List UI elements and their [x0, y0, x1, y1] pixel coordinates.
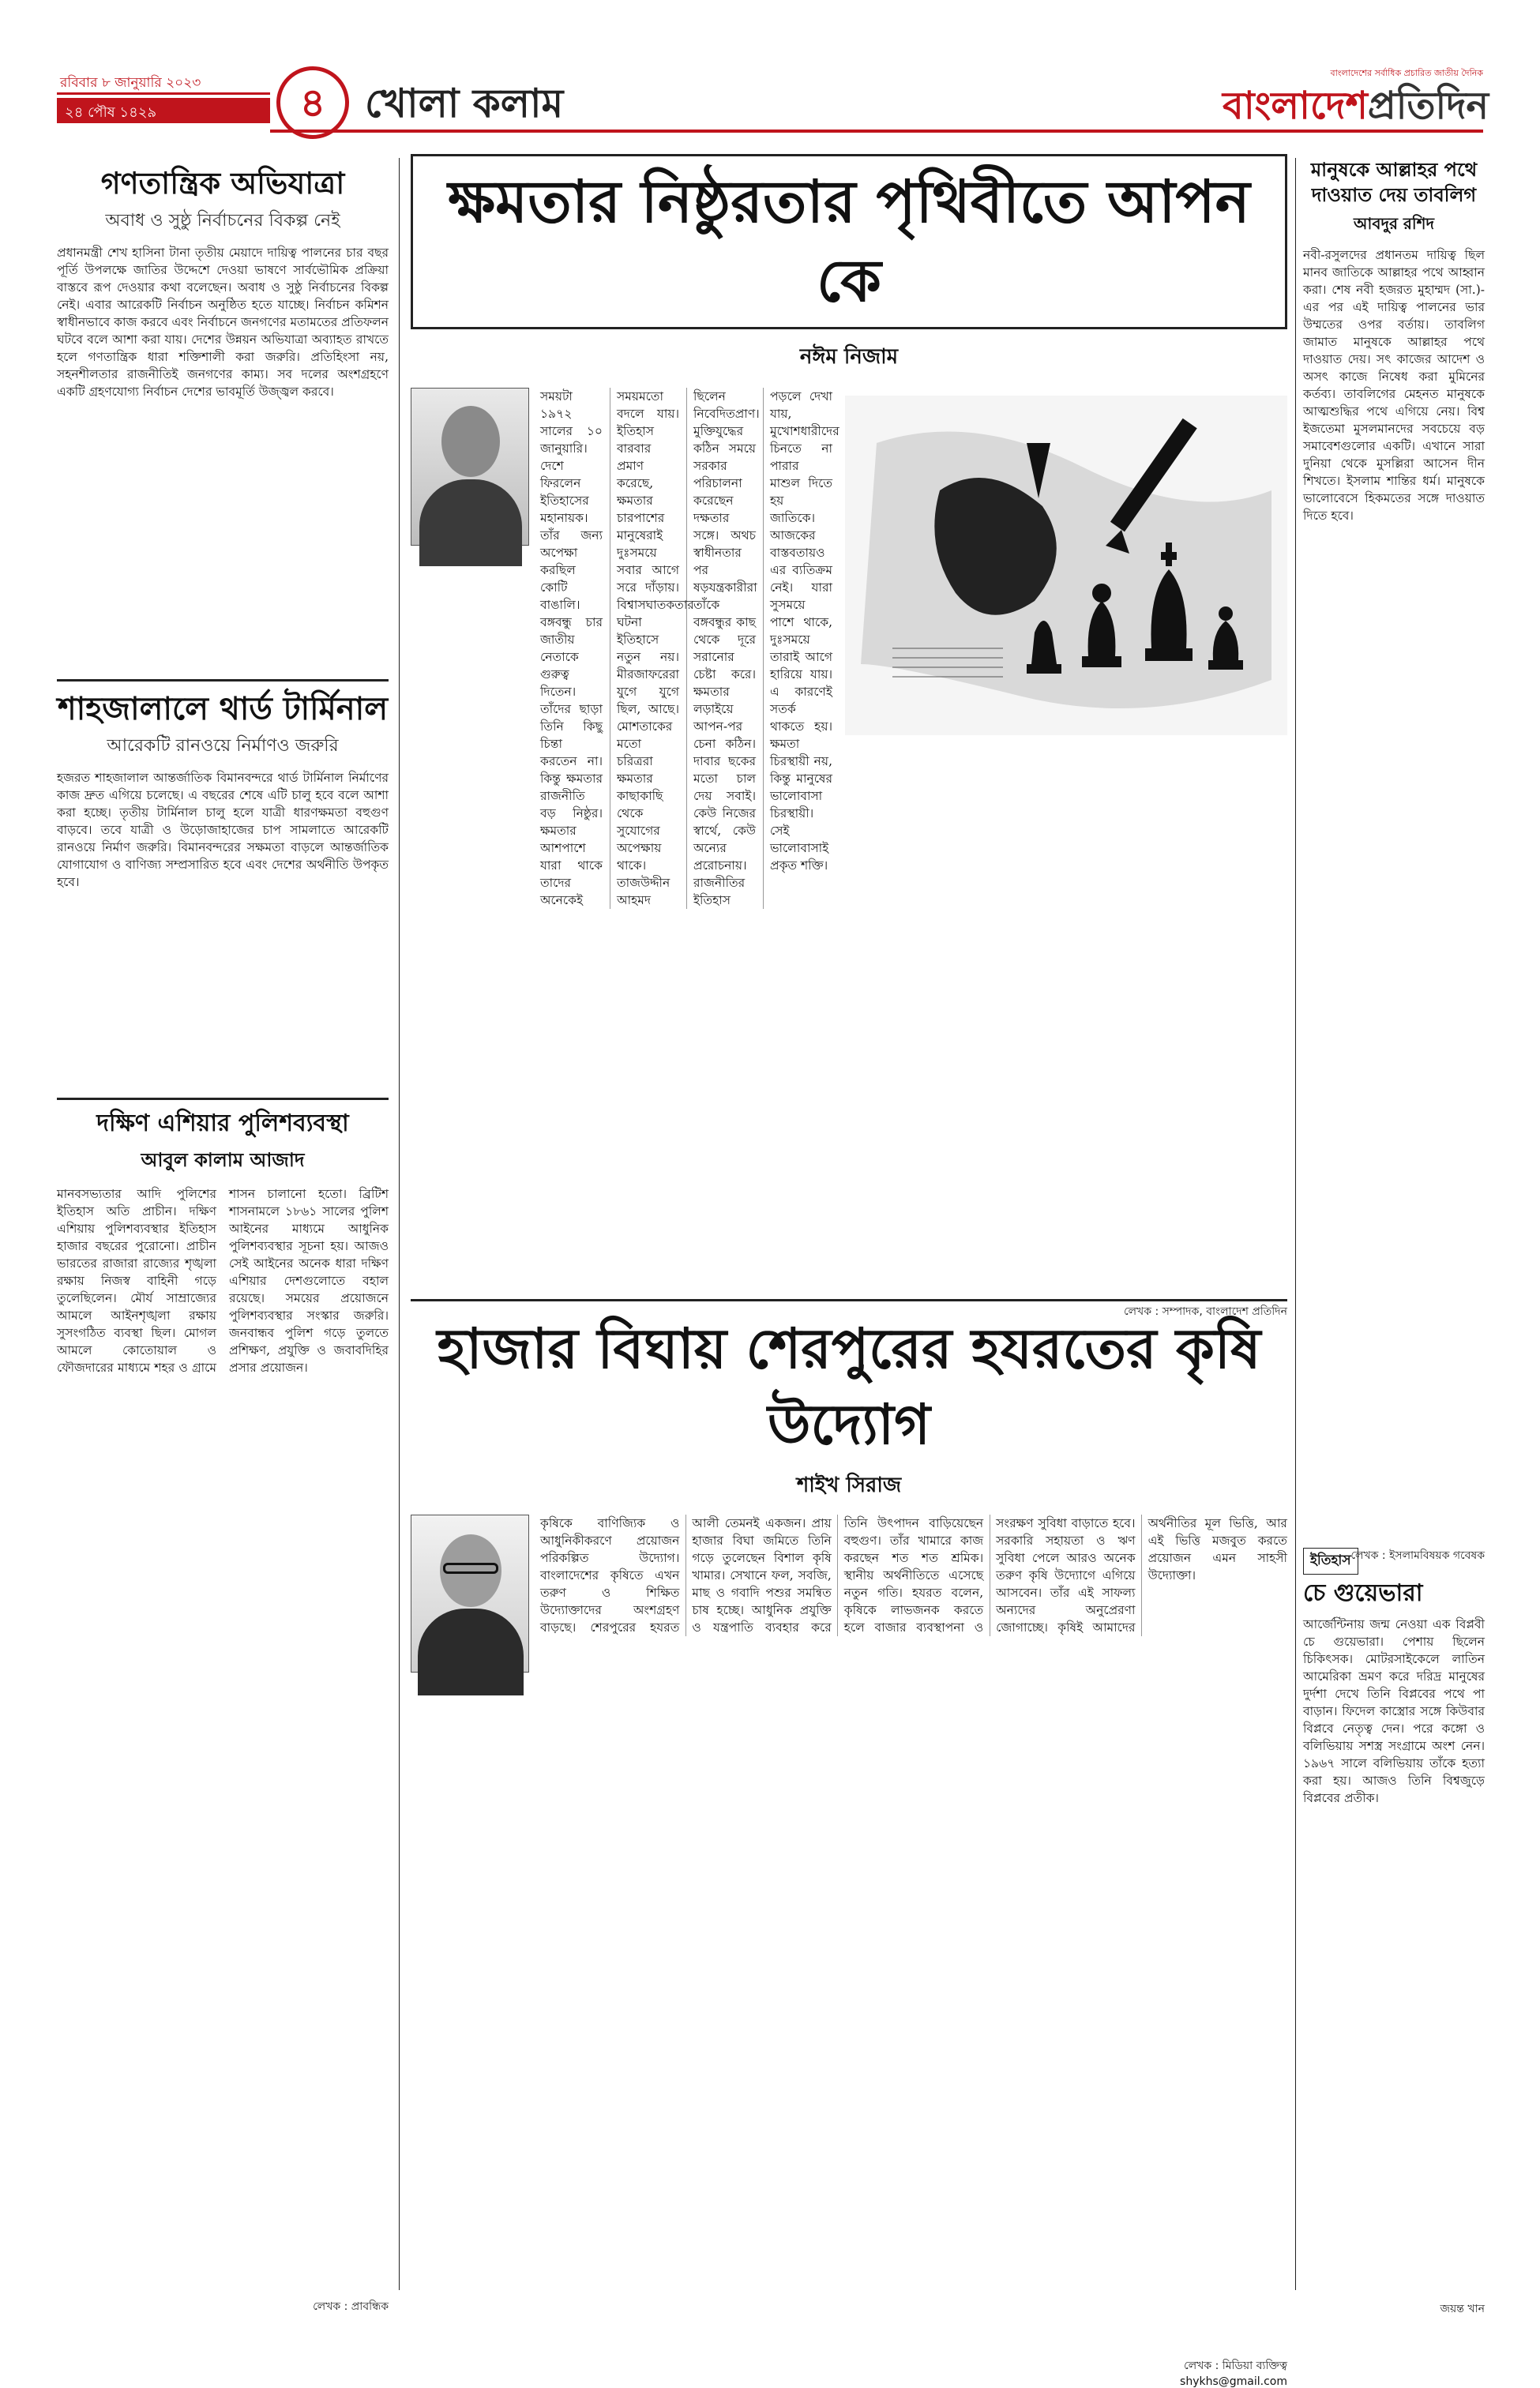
agro-article	[411, 1311, 1287, 2388]
police-footer: লেখক : প্রাবন্ধিক	[313, 2300, 389, 2313]
agro-footer: লেখক : মিডিয়া ব্যক্তিত্ব	[1184, 2360, 1287, 2372]
terminal-body: হজরত শাহজালাল আন্তর্জাতিক বিমানবন্দরে থার্ড টার্মিনাল নির্মাণের কাজ দ্রুত এগিয়ে চলেছে। এ বছরের শেষে এটি চালু হবে বলে আশা করা হচ্ছে। তৃতীয় টার্মিনাল চালু হলে যাত্রী ধারণক্ষমতা বহুগুণ বাড়বে। তবে যাত্রী ও উড়োজাহাজের চাপ সামলাতে আরেকটি রানওয়ে নির্মাণ জরুরি। বিমানবন্দরের সক্ষমতা বাড়লে আন্তর্জাতিক যোগাযোগ ও বাণিজ্য সম্প্রসারিত হবে এবং দেশের অর্থনীতি উপকৃত হবে।	[57, 771, 389, 889]
columnist-photo-glasses	[443, 1563, 498, 1574]
author-photo-body	[419, 479, 522, 566]
page-number: ৪	[276, 66, 349, 139]
agro-byline: শাইখ সিরাজ	[796, 1474, 902, 1497]
editorial-headline: গণতান্ত্রিক অভিযাত্রা	[100, 166, 345, 201]
police-headline: দক্ষিণ এশিয়ার পুলিশব্যবস্থা	[57, 1098, 389, 1140]
author-photo	[411, 388, 529, 546]
dawah-headline: মানুষকে আল্লাহর পথে দাওয়াত দেয় তাবলিগ	[1310, 159, 1478, 206]
agro-body: কৃষিকে বাণিজ্যিক ও আধুনিকীকরণে প্রয়োজন পরিকল্পিত উদ্যোগ। বাংলাদেশের কৃষিতে এখন তরুণ ও শিক্ষিত উদ্যোক্তাদের অংশগ্রহণ বাড়ছে। শেরপুরের হযরত আলী তেমনই একজন। প্রায় হাজার বিঘা জমিতে তিনি গড়ে তুলেছেন বিশাল কৃষি খামার। সেখানে ফল, সবজি, মাছ ও গবাদি পশুর সমন্বিত চাষ হচ্ছে। আধুনিক প্রযুক্তি ও যন্ত্রপাতি ব্যবহার করে তিনি উৎপাদন বাড়িয়েছেন বহুগুণ। তাঁর খামারে কাজ করছেন শত শত শ্রমিক। স্থানীয় অর্থনীতিতে এসেছে নতুন গতি। হযরত বলেন, কৃষিকে লাভজনক করতে হলে বাজার ব্যবস্থাপনা ও সংরক্ষণ সুবিধা বাড়াতে হবে। সরকারি সহায়তা ও ঋণ সুবিধা পেলে আরও অনেক তরুণ কৃষি উদ্যোগে এগিয়ে আসবেন। তাঁর এই সাফল্য অন্যদের অনুপ্রেরণা জোগাচ্ছে। কৃষিই আমাদের অর্থনীতির মূল ভিত্তি, আর এই ভিত্তি মজবুত করতে প্রয়োজন এমন সাহসী উদ্যোক্তা।	[540, 1516, 1287, 1635]
feature-article	[411, 154, 1287, 1318]
terminal-subhead: আরেকটি রানওয়ে নির্মাণও জরুরি	[107, 736, 339, 756]
column-rule-left	[399, 158, 400, 2290]
editorial-terminal	[57, 679, 389, 1085]
feature-byline: নঈম নিজাম	[799, 345, 899, 369]
agro-headline: হাজার বিঘায় শেরপুরের হযরতের কৃষি উদ্যোগ	[437, 1316, 1261, 1457]
logo-part1: বাংলাদেশ	[1223, 84, 1368, 128]
history-headline: চে গুয়েভারা	[1303, 1579, 1423, 1607]
police-byline: আবুল কালাম আজাদ	[141, 1149, 305, 1171]
feature-footer: লেখক : সম্পাদক, বাংলাদেশ প্রতিদিন	[1123, 1305, 1287, 1318]
history-footer: জয়ন্ত খান	[1440, 2303, 1485, 2315]
bangla-date: ২৪ পৌষ ১৪২৯	[57, 98, 270, 123]
logo-part2: প্রতিদিন	[1367, 84, 1489, 128]
columnist-photo-body	[418, 1609, 524, 1695]
section-divider	[411, 1299, 1287, 1301]
police-body: মানবসভ্যতার আদি পুলিশের ইতিহাস অতি প্রাচীন। দক্ষিণ এশিয়ায় পুলিশব্যবস্থার ইতিহাস হাজার বছরের পুরোনো। প্রাচীন ভারতের রাজারা রাজ্যের শৃঙ্খলা রক্ষায় নিজস্ব বাহিনী গড়ে তুলেছিলেন। মৌর্য সাম্রাজ্যের আমলে আইনশৃঙ্খলা রক্ষায় সুসংগঠিত ব্যবস্থা ছিল। মোগল আমলে কোতোয়াল ও ফৌজদারের মাধ্যমে শহর ও গ্রামে শাসন চালানো হতো। ব্রিটিশ শাসনামলে ১৮৬১ সালের পুলিশ আইনের মাধ্যমে আধুনিক পুলিশব্যবস্থার সূচনা হয়। আজও সেই আইনের অনেক ধারা দক্ষিণ এশিয়ার দেশগুলোতে বহাল রয়েছে। সময়ের প্রয়োজনে পুলিশব্যবস্থার সংস্কার জরুরি। জনবান্ধব পুলিশ গড়ে তুলতে প্রশিক্ষণ, প্রযুক্তি ও জবাবদিহির প্রসার প্রয়োজন।	[57, 1187, 389, 1375]
history-kicker: ইতিহাস	[1303, 1548, 1358, 1575]
author-photo-head	[441, 406, 500, 477]
article-history	[1303, 1548, 1485, 2319]
article-dawah	[1303, 154, 1485, 1565]
author-email: shykhs@gmail.com	[1180, 2375, 1287, 2388]
column-rule-right	[1295, 158, 1296, 2290]
dawah-footer: লেখক : ইসলামবিষয়ক গবেষক	[1350, 1549, 1485, 1562]
dawah-body: নবী-রসুলদের প্রধানতম দায়িত্ব ছিল মানব জাতিকে আল্লাহর পথে আহ্বান করা। শেষ নবী হজরত মুহাম্মদ (সা.)-এর পর এই দায়িত্ব পালনের ভার উম্মতের ওপর বর্তায়। তাবলিগ জামাত মানুষকে আল্লাহর পথে দাওয়াত দেয়। সৎ কাজের আদেশ ও অসৎ কাজে নিষেধ করা মুমিনের কর্তব্য। তাবলিগের মেহনত মানুষকে আত্মশুদ্ধির পথে এগিয়ে নেয়। বিশ্ব ইজতেমা মুসলমানদের সবচেয়ে বড় সমাবেশগুলোর একটি। এখানে সারা দুনিয়া থেকে মুসল্লিরা আসেন দীন শিখতে। ইসলাম শান্তির ধর্ম। মানুষকে ভালোবেসে হিকমতের সঙ্গে দাওয়াত দিতে হবে।	[1303, 248, 1485, 523]
article-police	[57, 1098, 389, 2316]
columnist-photo	[411, 1515, 529, 1673]
terminal-headline: শাহজালালে থার্ড টার্মিনাল	[57, 679, 389, 729]
section-title: খোলা কলাম	[365, 81, 564, 126]
logo-tagline: বাংলাদেশের সর্বাধিক প্রচারিত জাতীয় দৈনিক	[1330, 68, 1483, 78]
logo-wordmark	[1223, 81, 1489, 130]
masthead	[57, 66, 1489, 153]
day-date: রবিবার ৮ জানুয়ারি ২০২৩	[57, 71, 270, 95]
history-body: আর্জেন্টিনায় জন্ম নেওয়া এক বিপ্লবী চে গুয়েভারা। পেশায় ছিলেন চিকিৎসক। মোটরসাইকেলে লাতিন আমেরিকা ভ্রমণ করে দরিদ্র মানুষের দুর্দশা দেখে তিনি বিপ্লবের পথে পা বাড়ান। ফিদেল কাস্ত্রোর সঙ্গে কিউবার বিপ্লবে নেতৃত্ব দেন। পরে কঙ্গো ও বলিভিয়ায় সশস্ত্র সংগ্রামে অংশ নেন। ১৯৬৭ সালে বলিভিয়ায় তাঁকে হত্যা করা হয়। আজও তিনি বিশ্বজুড়ে বিপ্লবের প্রতীক।	[1303, 1617, 1485, 1805]
agro-body-wrap	[411, 1515, 1287, 2352]
dawah-byline: আবদুর রশিদ	[1354, 214, 1434, 233]
editorial-subhead: অবাধ ও সুষ্ঠু নির্বাচনের বিকল্প নেই	[105, 211, 340, 231]
editorial-democracy	[57, 158, 389, 686]
feature-body-wrap	[411, 388, 1287, 1296]
newspaper-logo	[1223, 66, 1489, 134]
feature-headline: ক্ষমতার নিষ্ঠুরতার পৃথিবীতে আপন কে	[411, 154, 1287, 329]
editorial-body: প্রধানমন্ত্রী শেখ হাসিনা টানা তৃতীয় মেয়াদে দায়িত্ব পালনের চার বছর পূর্তি উপলক্ষে জাতির উদ্দেশে দেওয়া ভাষণে সার্বভৌমিক প্রক্রিয়া বাস্তবে রূপ দেওয়ার কথা বলেছেন। অবাধ ও সুষ্ঠু নির্বাচনের বিকল্প নেই। এবার আরেকটি নির্বাচন অনুষ্ঠিত হতে যাচ্ছে। নির্বাচন কমিশন স্বাধীনভাবে কাজ করবে এবং নির্বাচনে জনগণের মতামতের প্রতিফলন ঘটবে বলে আশা করা যায়। দেশের উন্নয়ন অভিযাত্রা অব্যাহত রাখতে হলে গণতান্ত্রিক ধারা শক্তিশালী করা জরুরি। প্রতিহিংসা নয়, সহনশীলতার রাজনীতিই জনগণের কাম্য। সব দলের অংশগ্রহণে একটি গ্রহণযোগ্য নির্বাচন দেশের ভাবমূর্তি উজ্জ্বল করবে।	[57, 246, 389, 399]
illustration-svg	[845, 396, 1287, 735]
feature-body: সময়টা ১৯৭২ সালের ১০ জানুয়ারি। দেশে ফিরলেন ইতিহাসের মহানায়ক। তাঁর জন্য অপেক্ষা করছিল কোটি বাঙালি। বঙ্গবন্ধু চার জাতীয় নেতাকে গুরুত্ব দিতেন। তাঁদের ছাড়া তিনি কিছু চিন্তা করতেন না। কিন্তু ক্ষমতার রাজনীতি বড় নিষ্ঠুর। ক্ষমতার আশপাশে যারা থাকে তাদের অনেকেই সময়মতো বদলে যায়। ইতিহাস বারবার প্রমাণ করেছে, ক্ষমতার চারপাশের মানুষেরাই দুঃসময়ে সবার আগে সরে দাঁড়ায়। বিশ্বাসঘাতকতার ঘটনা ইতিহাসে নতুন নয়। মীরজাফরেরা যুগে যুগে ছিল, আছে। মোশতাকের মতো চরিত্ররা ক্ষমতার কাছাকাছি থেকে সুযোগের অপেক্ষায় থাকে। তাজউদ্দীন আহমদ ছিলেন নিবেদিতপ্রাণ। মুক্তিযুদ্ধের কঠিন সময়ে সরকার পরিচালনা করেছেন দক্ষতার সঙ্গে। অথচ স্বাধীনতার পর ষড়যন্ত্রকারীরা তাঁকে বঙ্গবন্ধুর কাছ থেকে দূরে সরানোর চেষ্টা করে। ক্ষমতার লড়াইয়ে আপন-পর চেনা কঠিন। দাবার ছকের মতো চাল দেয় সবাই। কেউ নিজের স্বার্থে, কেউ অন্যের প্ররোচনায়। রাজনীতির ইতিহাস পড়লে দেখা যায়, মুখোশধারীদের চিনতে না পারার মাশুল দিতে হয় জাতিকে। আজকের বাস্তবতায়ও এর ব্যতিক্রম নেই। যারা সুসময়ে পাশে থাকে, দুঃসময়ে তারাই আগে হারিয়ে যায়। এ কারণেই সতর্ক থাকতে হয়। ক্ষমতা চিরস্থায়ী নয়, কিন্তু মানুষের ভালোবাসা চিরস্থায়ী। সেই ভালোবাসাই প্রকৃত শক্তি।	[540, 389, 839, 907]
chess-and-fountain-pen-illustration	[845, 396, 1287, 735]
date-box	[57, 71, 270, 123]
